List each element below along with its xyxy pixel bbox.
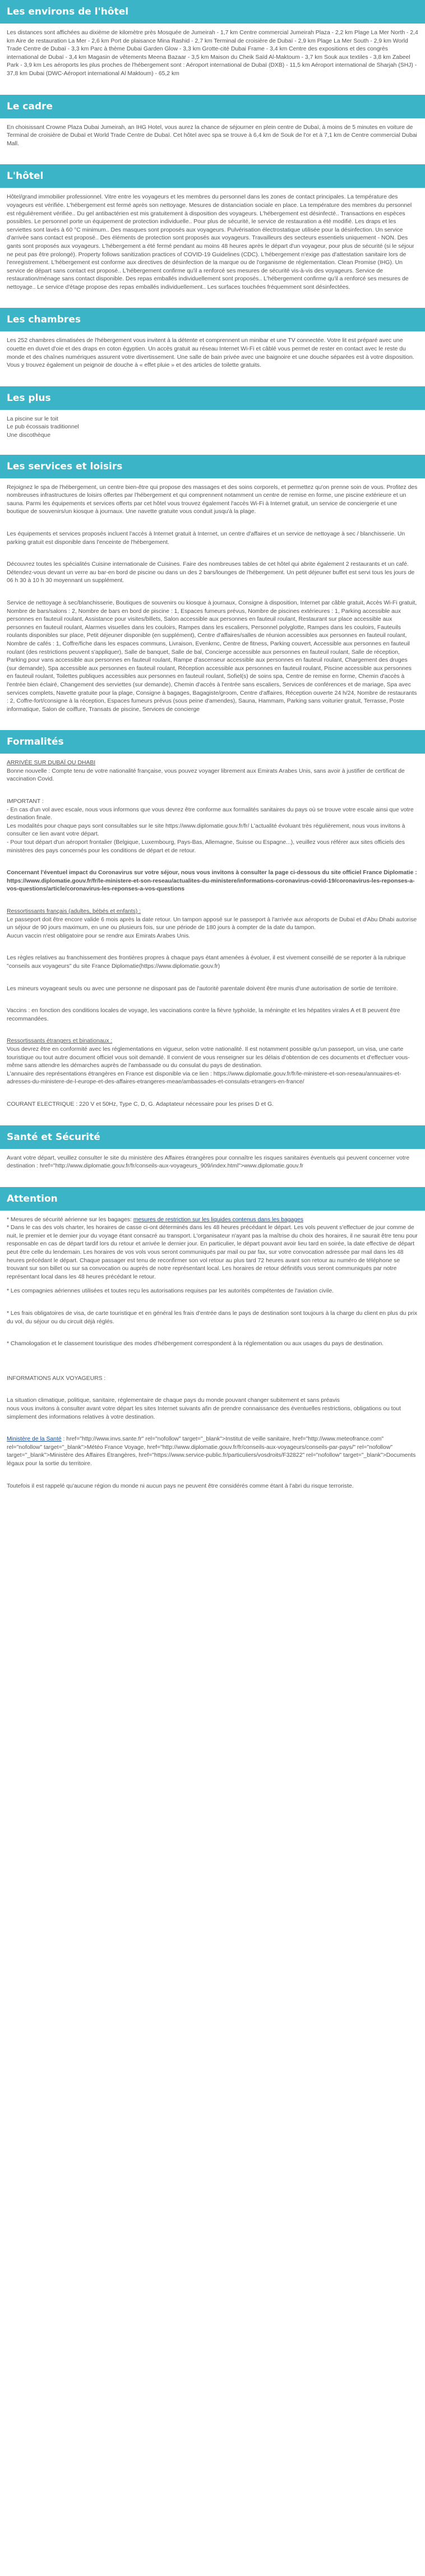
services-paragraph: Découvrez toutes les spécialités Cuisine internationale de Cuisines. Faire des nombreuses tables de cet hôtel qui abrite également 2 restaurants et un café. Détendez-vous devant un verre au bar-en bord de piscine ou dans un des 2 bars/lounges de l'hébergement. Un petit déjeuner buffet est servi tous les jours de 06 h 30 à 10 h 30 moyennant un supplément. <box>7 561 415 584</box>
formalites-heading: Ressortissants français (adultes, bébés et enfants) : <box>7 908 141 915</box>
formalites-coronavirus-note: Concernant l'éventuel impact du Coronavirus sur votre séjour, nous vous invitons à consulter la page ci-dessous du site officiel France Diplomatie : <box>7 870 417 876</box>
environs-text: Les distances sont affichées au dixième de kilomètre près Mosquée de Jumeirah - 1,7 km Centre commercial Jumeirah Plaza - 2,2 km Plage La Mer North - 2,4 km Aire de restauration La Mer - 2,6 km Port de plaisance Mina Rashid - 2,7 km Terminal de croisière de Dubaï - 2,9 km Plage La Mer South - 2,9 km World Trade Centre de Dubaï - 3,3 km Parc à thème Dubai Garden Glow - 3,3 km Grotte-cité Dubai Frame - 3,4 km Centre des expositions et des congrès international de Dubaï - 3,4 km Magasin de vêtements Meena Bazaar - 3,5 km Maison du Cheik Saïd Al-Maktoum - 3,7 km Souk aux textiles - 3,8 km Zabeel Park - 3,9 km Les aéroports les plus proches de l'hébergement sont : Aéroport international de Dubaï (DXB) - 11,5 km Aéroport international de Sharjah (SHJ) - 37,8 km Dubai (DWC-Aéroport international Al Maktoum) - 65,2 km <box>7 30 418 77</box>
attention-links-line <box>7 1435 418 1468</box>
formalites-paragraph: - En cas d'un vol avec escale, nous vous informons que vous devrez être conforme aux formalités sanitaires du pays où se trouve votre escale ainsi que votre destination finale. <box>7 806 414 821</box>
section-title-formalites: Formalités <box>0 730 425 754</box>
attention-heading: INFORMATIONS AUX VOYAGEURS : <box>7 1375 106 1382</box>
attention-paragraph: nous vous invitons à consulter avant votre départ les sites Internet suivants afin de prendre connaissance des éventuelles restrictions, obligations ou tout simplement des informations relatives à votre destination. <box>7 1406 401 1420</box>
section-title-attention: Attention <box>0 1187 425 1211</box>
section-body-chambres <box>0 331 425 386</box>
section-title-cadre: Le cadre <box>0 95 425 118</box>
attention-paragraph: * Dans le cas des vols charter, les horaires de casse ci-ont déterminés dans les 48 heures précédant le départ. Les vols peuvent s'effectuer de jour comme de nuit, le premier et le dernier jour du voyage étant consacré au transport. L'organisateur n'ayant pas la maîtrise du choix des horaires, il ne saurait être tenu pour responsable en cas de départ tardif lors du retour et arrivée le dernier jour. En particulier, le départ pouvant avoir lieu tard en soirée, la date effective de départ peut être celle du lendemain. Les horaires de vos vols vous seront communiqués par mail ou par fax, sur votre convocation adressée par mail dans les 48 heures précédant le départ. Chaque passager est tenu de reconfirmer son vol retour au plus tard 72 heures avant son retour au numéro de téléphone se trouvant sur son billet ou sur sa convocation ou auprès de notre représentant local. Les horaires de retour définitifs vous seront communiqués par notre représentant local dans les 48 heures précédant le retour. <box>7 1225 418 1280</box>
cadre-text: En choisissant Crowne Plaza Dubai Jumeirah, an IHG Hotel, vous aurez la chance de séjourner en plein centre de Dubaï, à moins de 5 minutes en voiture de Terminal de croisière de Dubaï et World Trade Centre de Dubaï. Cet hôtel avec spa se trouve à 6,4 km de Souk de l'or et à 7,1 km de Centre commercial Dubai Mall. <box>7 124 417 147</box>
attention-links-text: : href="http://www.invs.sante.fr" rel="nofollow" target="_blank">Institut de veille sanitaire, href="http://www.meteofrance.com" rel="nofollow" target="_blank">Météo France Voyage, href="http://www.diplomatie.gouv.fr/fr/conseils-aux-voyageurs/conseils-par-pays/" rel="nofollow" target="_blank">Ministère des Affaires Étrangères, href="https://www.service-public.fr/particuliers/vosdroits/F32822" rel="nofollow" target="_blank">Documents légaux pour la sortie du territoire. <box>7 1436 416 1467</box>
formalites-important: IMPORTANT : <box>7 798 44 805</box>
services-list: Service de nettoyage à sec/blanchisserie, Boutiques de souvenirs ou kiosque à journaux, Consigne à disposition, Internet par câble gratuit, Accès Wi-Fi gratuit, Nombre de bars/salons : 2, Nombre de bars en bord de piscine : 1, Espaces fumeurs prévus, Nombre de piscines extérieures : 1, Parking accessible aux personnes en fauteuil roulant, Assistance pour visites/billets, Salon accessible aux personnes en fauteuil roulant, Restaurant sur place accessible aux personnes en fauteuil roulant, Alarmes visuelles dans les couloirs, Rampes dans les escaliers, Personnel polyglotte, Rampes dans les couloirs, Fauteuils roulants disponibles sur place, Petit déjeuner disponible (en supplément), Centre d'affaires/salles de réunion accessibles aux personnes en fauteuil roulant, Nombre de cafés : 1, Coffre/fiche dans les espaces communs, Livraison, Evenkrnc, Centre de fitness, Parking couvert, Accessible aux personnes en fauteuil roulant (des restrictions peuvent s'appliquer), Salle de banquet, Salle de bal, Concierge accessible aux personnes en fauteuil roulant, Salle de réception, Parking pour vans accessible aux personnes en fauteuil roulant, Rampe d'ascenseur accessible aux personnes en fauteuil roulant, Chargement des druges (sur demande), Spa accessible aux personnes en fauteuil roulant, Réception accessible aux personnes en fauteuil roulant, Piscine accessible aux personnes en fauteuil roulant, Toilettes publiques accessibles aux personnes en fauteuil roulant, Sofiel(s) de soins spa, Centre de remise en forme, Chemin d'accès à l'entrée bien éclairé, Changement des serviettes (sur demande), Chemin d'accès à l'entrée sans escaliers, Services de conférences et de mariage, Spa avec services complets, Navette gratuite pour la plage, Consigne à bagages, Bagagiste/groom, Centre d'affaires, Réception ouverte 24 h/24, Nombre de restaurants : 2, Coffre-fort/consigne à la réception, Espaces fumeurs prévus (sous peine d'amendes), Sauna, Hammam, Parking sans voiturier gratuit, Terrasse, Poste informatique, Salon de coiffure, Transats de piscine, Services de concierge <box>7 599 417 713</box>
attention-paragraph: * Les frais obligatoires de visa, de carte touristique et en général les frais d'entrée dans le pays de destination sont toujours à la charge du client en plus du prix du vol, du séjour ou du circuit déjà réglés. <box>7 1310 418 1325</box>
section-title-services: Les services et loisirs <box>0 455 425 478</box>
section-body-services <box>0 478 425 731</box>
section-title-chambres: Les chambres <box>0 308 425 331</box>
attention-paragraph: La situation climatique, politique, sanitaire, réglementaire de chaque pays du monde pouvant changer subitement et sans préavis <box>7 1397 340 1404</box>
attention-paragraph: Toutefois il est rappelé qu'aucune région du monde ni aucun pays ne peuvent être considérés comme étant à l'abri du risque terroriste. <box>7 1483 354 1489</box>
section-title-plus: Les plus <box>0 386 425 410</box>
section-body-sante <box>0 1149 425 1187</box>
section-body-formalites <box>0 754 425 1125</box>
section-body-environs <box>0 24 425 95</box>
section-title-hotel: L'hôtel <box>0 164 425 188</box>
formalites-paragraph: Les mineurs voyageant seuls ou avec une personne ne disposant pas de l'autorité parentale doivent être munis d'une autorisation de sortie de territoire. <box>7 985 398 992</box>
formalites-paragraph: L'annuaire des représentations étrangères en France est disponible via ce lien : https://www.diplomatie.gouv.fr/fr/le-ministere-et-son-reseau/annuaires-et-adresses-du-ministere-de-l-europe-et-des-affaires-etrangeres-meae/ambassades-et-consulats-etrangers-en-france/ <box>7 1070 401 1086</box>
hotel-text: Hôtel/grand immobilier professionnel. Vitre entre les voyageurs et les membres du personnel dans les zones de contact principales. La température des voyageurs est vérifiée. L'hébergement est fermé après son nettoyage. Mesures de distanciation sociale en place. La température des membres du personnel est régulièrement vérifiée.. Du gel antibactérien est mis gratuitement à disposition des voyageurs. L'hébergement est désinfecté.. Transactions en espèces possibles. Le personnel porte un équipement de protection individuelle.. Pour plus de sécurité, le service de restauration a été modifié. Les draps et les serviettes sont lavés à 60 °C minimum.. Des masques sont proposés aux voyageurs. Pulvérisation électrostatique utilisée pour la désinfection. Un service d'arrivée sans contact est proposé.. Des éléments de protection sont proposés aux voyageurs. Travailleurs des secteurs essentiels uniquement - NON. Des gants sont proposés aux voyageurs. L'hébergement a été fermé pendant au moins 48 heures après le départ d'un voyageur, pour plus de sécurité (si le séjour ne peut pas être prolongé). Property follows sanitization practices of COVID-19 Guidelines (CDC). L'hébergement n'exige pas d'attestation sanitaire lors de l'enregistrement. L'hébergement est conforme aux directives de désinfection de la marque ou de l'organisme de réglementation. Clean Promise (IHG). Un service de départ sans contact est proposé.. L'hébergement confirme qu'il a renforcé ses mesures de sécurité vis-à-vis des voyageurs. Service de restauration/ménage sans contact disponible. Des repas emballés individuellement sont proposés.. L'hébergement confirme qu'il a renforcé ses mesures de nettoyage.. Le service d'étage propose des repas emballés individuellement.. Les surfaces touchées fréquemment sont désinfectées. <box>7 194 414 290</box>
formalites-paragraph: Vous devrez être en conformité avec les réglementations en vigueur, selon votre nationalité. Il est notamment possible qu'un passeport, un visa, une carte touristique ou tout autre document officiel vous soit demandé. Il convient de vous renseigner sur les délais d'obtention de ces documents et d'effectuer vous-même sans attendre les démarches auprès de l'ambassade ou du consulat du pays de destination. <box>7 1046 410 1069</box>
formalites-paragraph: Bonne nouvelle : Compte tenu de votre nationalité française, vous pouvez voyager librement aux Emirats Arabes Unis, sans avoir à justifier de certificat de vaccination Covid. <box>7 768 405 783</box>
plus-item: Une discothèque <box>7 432 50 439</box>
attention-paragraph: * Chamologation et le classement touristique des modes d'hébergement correspondent à la réglementation ou aux usages du pays de destination. <box>7 1341 384 1347</box>
attention-security-line <box>7 1216 418 1225</box>
services-paragraph: Rejoignez le spa de l'hébergement, un centre bien-être qui propose des massages et des soins corporels, et permettez qu'on prenne soin de vous. Profitez des nombreuses infrastructures de loisirs offertes par l'hébergement et qui comprennent notamment un centre de remise en forme, une piscine extérieure et un sauna. Parmi les équipements et services offerts par cet hôtel vous trouvez également l'accès Wi-Fi à Internet gratuit, un service de conciergerie et une boutique de souvenirs/un kiosque à journaux. Une navette gratuite vous conduit jusqu'à la plage. <box>7 484 418 515</box>
attention-paragraph: * Les compagnies aériennes utilisées et toutes reçu les autorisations requises par les autorités compétentes de l'aviation civile. <box>7 1288 334 1295</box>
section-title-environs: Les environs de l'hôtel <box>0 0 425 24</box>
ministry-health-link[interactable]: Ministère de la Santé <box>7 1436 62 1443</box>
chambres-text: Les 252 chambres climatisées de l'hébergement vous invitent à la détente et comprennent un minibar et une TV connectée. Votre lit est préparé avec une couette en duvet d'oie et des draps en coton égyptien. Un accès gratuit au réseau Internet Wi-Fi et câblé vous permet de rester en contact avec le reste du monde et des chaînes numériques assurent votre divertissement. Une salle de bain privée avec une baignoire et une douche séparées est à votre disposition. Vous y trouvez également un peignoir de douche à « effet pluie » et des articles de toilette gratuits. <box>7 338 414 369</box>
attention-security-label: * Mesures de sécurité aérienne sur les bagages: <box>7 1216 133 1223</box>
formalites-paragraph: Vaccins : en fonction des conditions locales de voyage, les vaccinations contre la fièvre typhoïde, la méningite et les hépatites virales A et B peuvent être recommandées. <box>7 1008 400 1022</box>
formalites-paragraph: Le passeport doit être encore valide 6 mois après la date retour. Un tampon apposé sur le passeport à l'arrivée aux aéroports de Dubaï et d'Abu Dhabi autorise un séjour de 90 jours maximum, en une ou plusieurs fois, sur une période de 180 jours à compter de la date du tampon. <box>7 916 417 931</box>
liquids-restriction-link[interactable]: mesures de restriction sur les liquides contenus dans les bagages <box>133 1216 304 1223</box>
services-paragraph: Les équipements et services proposés incluent l'accès à Internet gratuit à Internet, un centre d'affaires et un service de nettoyage à sec / blanchisserie. Un parking gratuit est disponible dans l'enceinte de l'hébergement. <box>7 531 405 546</box>
formalites-coronavirus-link[interactable]: https://www.diplomatie.gouv.fr/fr/le-ministere-et-son-reseau/actualites-du-ministere/informations-coronavirus-covid-19/coronavirus-les-reponses-a-vos-questions/article/coronavirus-les-reponses-a-vos-questions <box>7 878 415 893</box>
formalites-heading: ARRIVÉE SUR DUBAÏ OU DHABI <box>7 760 96 767</box>
section-title-sante: Santé et Sécurité <box>0 1125 425 1149</box>
formalites-paragraph: - Pour tout départ d'un aéroport frontalier (Belgique, Luxembourg, Pays-Bas, Allemagne, Suisse ou Espagne...), veuillez vous référer aux sites officiels des ministères des pays concernés pour les conditions de départ et de retour. <box>7 839 405 854</box>
sante-text: Avant votre départ, veuillez consulter le site du ministère des Affaires étrangères pour connaître les risques sanitaires éventuels qui peuvent concerner votre destination : href="http://www.diplomatie.gouv.fr/fr/conseils-aux-voyageurs_909/index.html">www.diplomatie.gouv.fr <box>7 1155 410 1170</box>
section-body-attention <box>0 1211 425 1507</box>
formalites-paragraph: Aucun vaccin n'est obligatoire pour se rendre aux Emirats Arabes Unis. <box>7 932 191 939</box>
plus-item: La piscine sur le toit <box>7 416 58 422</box>
section-body-plus <box>0 410 425 455</box>
formalites-electricity: COURANT ELECTRIQUE : 220 V et 50Hz, Type C, D, G. Adaptateur nécessaire pour les prises D et G. <box>7 1101 274 1107</box>
formalites-heading: Ressortissants étrangers et binationaux : <box>7 1038 113 1045</box>
formalites-paragraph: Les modalités pour chaque pays sont consultables sur le site https://www.diplomatie.gouv.fr/fr/ L'actualité évoluant très régulièrement, nous vous invitons à consulter ce lien avant votre départ. <box>7 823 405 838</box>
section-body-hotel <box>0 188 425 308</box>
plus-item: Le pub écossais traditionnel <box>7 424 79 431</box>
section-body-cadre <box>0 118 425 165</box>
formalites-paragraph: Les règles relatives au franchissement des frontières propres à chaque pays étant amenées à évoluer, il est vivement conseillé de se reporter à la rubrique "conseils aux voyageurs" du site France Diplomatie(https://www.diplomatie.gouv.fr) <box>7 955 406 970</box>
